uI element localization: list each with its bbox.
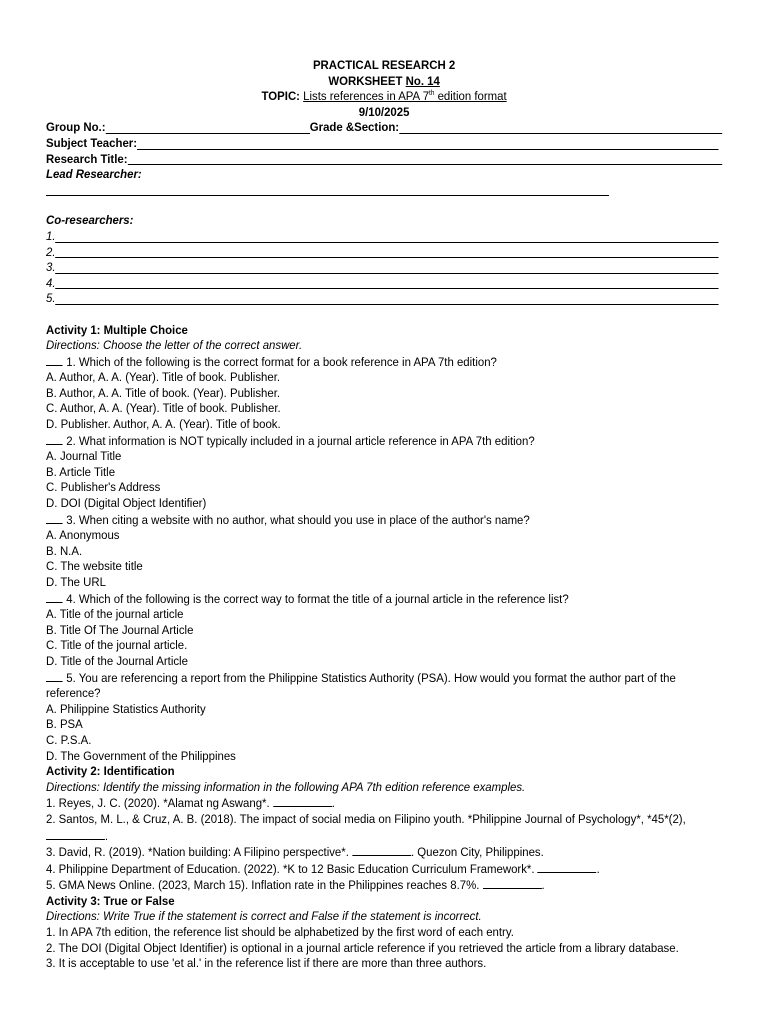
co-researcher-number: 5. xyxy=(46,291,56,306)
identification-text-end: . Quezon City, Philippines. xyxy=(410,845,544,860)
topic-sup: th xyxy=(429,90,435,98)
true-false-item: 3. It is acceptable to use 'et al.' in the reference list if there are more than three authors. xyxy=(46,956,487,971)
question xyxy=(46,433,722,450)
identification-blank[interactable] xyxy=(483,877,542,889)
answer-option: A. Journal Title xyxy=(46,449,122,464)
question-text: 1. Which of the following is the correct format for a book reference in APA 7th edition? xyxy=(66,354,497,369)
answer-blank[interactable] xyxy=(46,433,63,445)
identification-blank[interactable] xyxy=(273,795,332,807)
answer-option: B. Title Of The Journal Article xyxy=(46,622,194,637)
identification-text-end: . xyxy=(104,828,109,843)
co-researcher-blank[interactable] xyxy=(56,245,719,258)
co-researcher-row xyxy=(46,229,722,245)
activity3-directions: Directions: Write True if the statement is correct and False if the statement is incorrect. xyxy=(46,909,482,924)
subject-teacher-label: Subject Teacher: xyxy=(46,135,138,150)
question xyxy=(46,512,722,529)
identification-text: 4. Philippine Department of Education. (2022). *K to 12 Basic Education Curriculum Framework*. xyxy=(46,861,538,876)
answer-blank[interactable] xyxy=(46,591,63,603)
identification-blank[interactable] xyxy=(352,844,411,856)
identification-item xyxy=(46,877,722,894)
co-researcher-number: 3. xyxy=(46,260,56,275)
answer-option: C. Publisher's Address xyxy=(46,480,161,495)
co-researcher-row xyxy=(46,276,722,292)
identification-text: 3. David, R. (2019). *Nation building: A Filipino perspective*. xyxy=(46,845,353,860)
co-researcher-blank[interactable] xyxy=(56,292,719,305)
grade-section-label: Grade &Section: xyxy=(309,120,400,135)
activity1-directions: Directions: Choose the letter of the correct answer. xyxy=(46,338,303,353)
identification-blank[interactable] xyxy=(538,861,597,873)
activity2-title: Activity 2: Identification xyxy=(46,764,175,779)
subject-teacher-blank[interactable] xyxy=(137,137,718,150)
group-row xyxy=(46,120,722,136)
topic-text xyxy=(303,89,506,103)
worksheet-no: No. 14 xyxy=(405,73,440,88)
answer-option: C. Title of the journal article. xyxy=(46,638,188,653)
answer-option: D. The Government of the Philippines xyxy=(46,748,236,763)
topic-line xyxy=(46,89,722,105)
answer-option: C. Author, A. A. (Year). Title of book. Publisher. xyxy=(46,401,281,416)
answer-option: B. PSA xyxy=(46,717,83,732)
answer-blank[interactable] xyxy=(46,670,63,682)
worksheet-label: WORKSHEET xyxy=(328,73,406,88)
identification-text-end: . xyxy=(541,878,545,893)
answer-option: B. Author, A. A. Title of book. (Year). Publisher. xyxy=(46,385,281,400)
co-researcher-number: 2. xyxy=(46,244,56,259)
answer-option: D. The URL xyxy=(46,575,106,589)
question xyxy=(46,354,722,371)
activity2-items xyxy=(46,795,722,894)
topic-label: TOPIC: xyxy=(261,89,300,104)
grade-section-blank[interactable] xyxy=(399,121,722,134)
research-title-label: Research Title: xyxy=(46,151,128,166)
activity2-directions: Directions: Identify the missing information in the following APA 7th edition reference examples. xyxy=(46,779,526,794)
answer-option: B. N.A. xyxy=(46,543,83,558)
question xyxy=(46,670,722,702)
answer-option: D. Title of the Journal Article xyxy=(46,653,188,668)
answer-option: A. Title of the journal article xyxy=(46,607,184,622)
identification-item xyxy=(46,795,722,812)
subject-title: PRACTICAL RESEARCH 2 xyxy=(312,58,456,72)
question-text: 5. You are referencing a report from the Philippine Statistics Authority (PSA). How would you format the author part of the reference? xyxy=(46,670,676,701)
answer-blank[interactable] xyxy=(46,512,63,524)
question-text: 2. What information is NOT typically included in a journal article reference in APA 7th edition? xyxy=(66,433,535,448)
identification-text: 2. Santos, M. L., & Cruz, A. B. (2018). The impact of social media on Filipino youth. *Philippine Journal of Psychology*, *45*(2), xyxy=(46,811,686,826)
worksheet-date: 9/10/2025 xyxy=(358,104,410,119)
co-researcher-blank[interactable] xyxy=(56,276,719,289)
answer-option: A. Author, A. A. (Year). Title of book. Publisher. xyxy=(46,370,281,385)
co-researcher-row xyxy=(46,245,722,261)
research-title-row xyxy=(46,152,722,168)
activity3-items xyxy=(46,925,722,972)
true-false-item: 1. In APA 7th edition, the reference list should be alphabetized by the first word of each entry. xyxy=(46,925,514,940)
identification-item xyxy=(46,861,722,878)
group-no-label: Group No.: xyxy=(46,120,106,135)
identification-text-end: . xyxy=(596,861,600,876)
lead-researcher-blank[interactable] xyxy=(46,183,609,196)
question-text: 3. When citing a website with no author, what should you use in place of the author's name? xyxy=(66,512,530,527)
co-researchers-label: Co-researchers: xyxy=(46,213,134,228)
research-title-blank[interactable] xyxy=(128,152,723,165)
group-no-blank[interactable] xyxy=(106,121,310,134)
identification-blank[interactable] xyxy=(46,828,105,840)
identification-item xyxy=(46,812,722,844)
topic-text-main: Lists references in APA 7 xyxy=(303,89,430,104)
identification-text: 5. GMA News Online. (2023, March 15). Inflation rate in the Philippines reaches 8.7%. xyxy=(46,878,483,893)
co-researcher-blank[interactable] xyxy=(56,261,719,274)
worksheet-number xyxy=(46,74,722,90)
co-researcher-blank[interactable] xyxy=(56,230,719,243)
co-researcher-row xyxy=(46,291,722,307)
identification-text: 1. Reyes, J. C. (2020). *Alamat ng Aswang*. xyxy=(46,796,273,811)
topic-text-end: edition format xyxy=(434,89,507,104)
activity1-title: Activity 1: Multiple Choice xyxy=(46,322,188,337)
activity3-title: Activity 3: True or False xyxy=(46,893,175,908)
answer-option: C. P.S.A. xyxy=(46,732,92,747)
answer-option: D. DOI (Digital Object Identifier) xyxy=(46,496,207,511)
answer-option: A. Philippine Statistics Authority xyxy=(46,701,206,716)
answer-option: A. Anonymous xyxy=(46,528,120,543)
answer-option: C. The website title xyxy=(46,559,143,574)
co-researcher-row xyxy=(46,260,722,276)
identification-item xyxy=(46,844,722,861)
lead-researcher-row xyxy=(46,183,722,198)
question xyxy=(46,591,722,608)
question-text: 4. Which of the following is the correct way to format the title of a journal article in the reference list? xyxy=(66,591,569,606)
worksheet-page xyxy=(46,58,722,972)
lead-researcher-label: Lead Researcher: xyxy=(46,167,142,182)
identification-text-end: . xyxy=(331,796,335,811)
co-researcher-number: 4. xyxy=(46,275,56,290)
answer-option: D. Publisher. Author, A. A. (Year). Title of book. xyxy=(46,417,281,432)
co-researcher-number: 1. xyxy=(46,228,56,243)
activity1-questions xyxy=(46,354,722,764)
subject-teacher-row xyxy=(46,136,722,152)
answer-option: B. Article Title xyxy=(46,464,116,479)
true-false-item: 2. The DOI (Digital Object Identifier) is optional in a journal article reference if you retrieved the article from a library database. xyxy=(46,940,679,955)
answer-blank[interactable] xyxy=(46,354,63,366)
